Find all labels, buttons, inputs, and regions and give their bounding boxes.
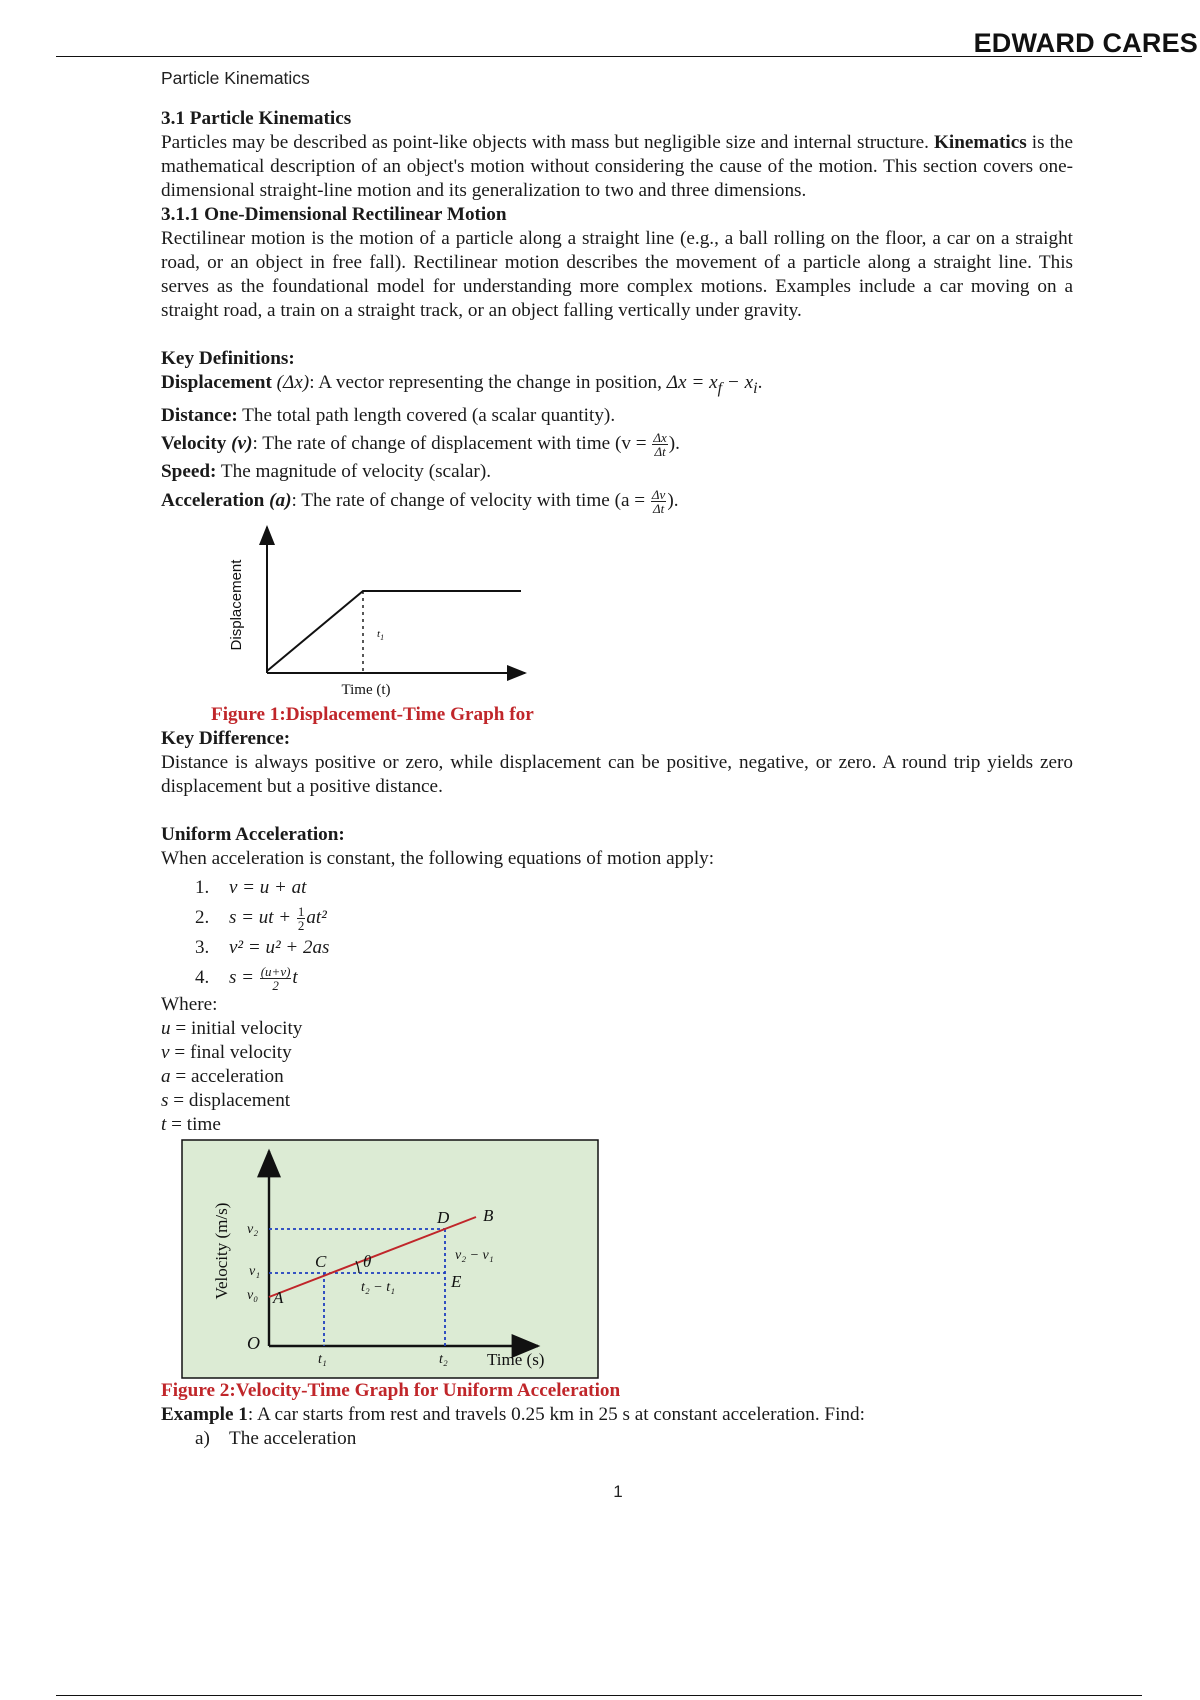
key-difference-body: Distance is always positive or zero, while displacement can be positive, negative, or zero. A round trip yields zero displacement but a positive distance. (161, 751, 1073, 797)
fig2-origin-label: O (247, 1332, 260, 1353)
fig1-displacement-curve (267, 591, 521, 671)
variables-list (161, 1017, 1073, 1137)
page-number: 1 (613, 1482, 623, 1501)
example-text: : A car starts from rest and travels 0.25 km in 25 s at constant acceleration. Find: (247, 1403, 865, 1425)
fig2-x-label: Time (s) (487, 1349, 545, 1369)
figure-2-velocity-time-graph (181, 1139, 599, 1379)
def-symbol: (a) (269, 489, 292, 511)
equations-list (161, 873, 1073, 993)
example-item-marker: a) (195, 1427, 210, 1449)
key-definitions-heading: Key Definitions: (161, 348, 295, 369)
mean-velocity-fraction: $\frac{(u+v)}{2}$ (260, 963, 291, 993)
equation-item: 2. s = ut + $\frac{1}{2}$ at² (195, 903, 327, 933)
variable-item: a = acceleration (161, 1065, 284, 1087)
fig2-dv-label: v₂ − v₁ (455, 1247, 494, 1263)
fig1-y-label: Displacement (228, 559, 245, 651)
uniform-acceleration-heading: Uniform Acceleration: (161, 823, 345, 845)
intro-text-2: is the mathematical description of an object's motion without considering the cause of the motion. This section covers one-dimensional straight-line motion and its generalization to two and three dimensions. (161, 132, 1074, 201)
section-title: 3.1 Particle Kinematics (161, 108, 352, 129)
def-term: Velocity (161, 432, 227, 454)
header-rule (56, 56, 1142, 57)
example-1 (161, 1403, 1073, 1427)
page-content (161, 107, 1073, 1451)
equation-item: 3. v² = u² + 2as (195, 936, 330, 958)
half-fraction: $\frac{1}{2}$ (297, 903, 305, 933)
figure-2-caption: Figure 2:Velocity-Time Graph for Uniform Acceleration (161, 1379, 621, 1401)
subsection-body: Rectilinear motion is the motion of a particle along a straight line (e.g., a ball rolling on the floor, a car on a straight road, or an object in free fall). Rectilinear motion describes the movement of a particle along a straight line. This serves as the foundational model for understanding more complex motions. Examples include a car moving on a straight road, a train on a straight track, or an object falling vertically under gravity. (161, 228, 1073, 321)
velocity-fraction: $\frac{\Delta x}{\Delta t}$ (653, 429, 667, 459)
def-text: : The rate of change of displacement with time (v = (252, 432, 652, 454)
fig2-y-label: Velocity (m/s) (212, 1202, 231, 1300)
kinematics-term: Kinematics (933, 132, 1027, 153)
fig2-v0-label: v₀ (247, 1287, 259, 1303)
fig2-t2-label: t₂ (439, 1351, 448, 1367)
fig2-point-b: B (483, 1205, 494, 1225)
def-text: : A vector representing the change in position, (309, 372, 667, 393)
variable-item: s = displacement (161, 1089, 291, 1111)
fig2-background (182, 1140, 598, 1378)
def-velocity: Velocity (v): The rate of change of displacement with time (v = $\frac{\Delta x}{\Delta t}$ ). (161, 429, 680, 459)
def-text: The total path length covered (a scalar quantity). (237, 404, 616, 426)
def-acceleration: Acceleration (a): The rate of change of velocity with time (a = $\frac{\Delta v}{\Delta t}$ ). (161, 486, 679, 516)
def-symbol: (Δx) (276, 372, 310, 393)
figure-1-caption: Figure 1:Displacement-Time Graph for (211, 703, 534, 725)
key-difference-heading: Key Difference: (161, 727, 291, 749)
running-head: Particle Kinematics (161, 68, 310, 88)
acceleration-fraction: $\frac{\Delta v}{\Delta t}$ (651, 486, 666, 516)
variable-item: t = time (161, 1113, 221, 1135)
def-text: : The rate of change of velocity with time (a = (291, 489, 650, 511)
def-symbol: (v) (231, 432, 253, 454)
fig2-t1-label: t₁ (318, 1351, 327, 1367)
fig2-v2-label: v₂ (247, 1221, 259, 1237)
uniform-acceleration-intro: When acceleration is constant, the following equations of motion apply: (161, 847, 715, 869)
def-term: Distance: (161, 404, 238, 426)
intro-text-1: Particles may be described as point-like objects with mass but negligible size and internal structure. (161, 132, 929, 153)
variable-item: v = final velocity (161, 1041, 292, 1063)
fig2-point-a: A (273, 1287, 284, 1307)
def-term: Displacement (161, 372, 272, 393)
fig2-v1-label: v₁ (249, 1263, 261, 1279)
equation-item: 1. v = u + at (195, 876, 307, 898)
fig2-theta-label: θ (363, 1251, 372, 1271)
where-label: Where: (161, 993, 218, 1015)
equation-item: 4. s = $\frac{(u+v)}{2}$ t (195, 963, 298, 993)
def-speed (161, 460, 1073, 484)
example-item-text: The acceleration (229, 1427, 357, 1449)
def-formula: $\Delta x = x_f - x_i$ (666, 372, 758, 397)
def-term: Acceleration (161, 489, 265, 511)
section-intro (161, 131, 1073, 203)
variable-item: u = initial velocity (161, 1017, 303, 1039)
def-term: Speed: (161, 460, 217, 482)
fig2-point-c: C (315, 1251, 327, 1271)
figure-1-svg (211, 519, 571, 699)
def-displacement: Displacement (Δx): A vector representing the change in position, $\Delta x = x_f - x_i$. (161, 372, 763, 397)
fig2-point-d: D (437, 1207, 450, 1227)
fig2-point-e: E (451, 1271, 462, 1291)
fig2-dt-label: t₂ − t₁ (361, 1279, 395, 1295)
example-label: Example 1 (161, 1403, 248, 1425)
footer-rule (56, 1695, 1142, 1696)
figure-1-displacement-time-graph (211, 519, 571, 699)
subsection-title: 3.1.1 One-Dimensional Rectilinear Motion (161, 204, 507, 225)
fig1-x-label: Time (t) (341, 681, 391, 698)
fig1-t1-label: $t_1$ (377, 627, 385, 642)
figure-2-svg (181, 1139, 599, 1379)
def-distance (161, 404, 1073, 428)
def-text: The magnitude of velocity (scalar). (216, 460, 492, 482)
header-brand: EDWARD CARES (973, 28, 1198, 58)
example-item-a (195, 1427, 1073, 1451)
